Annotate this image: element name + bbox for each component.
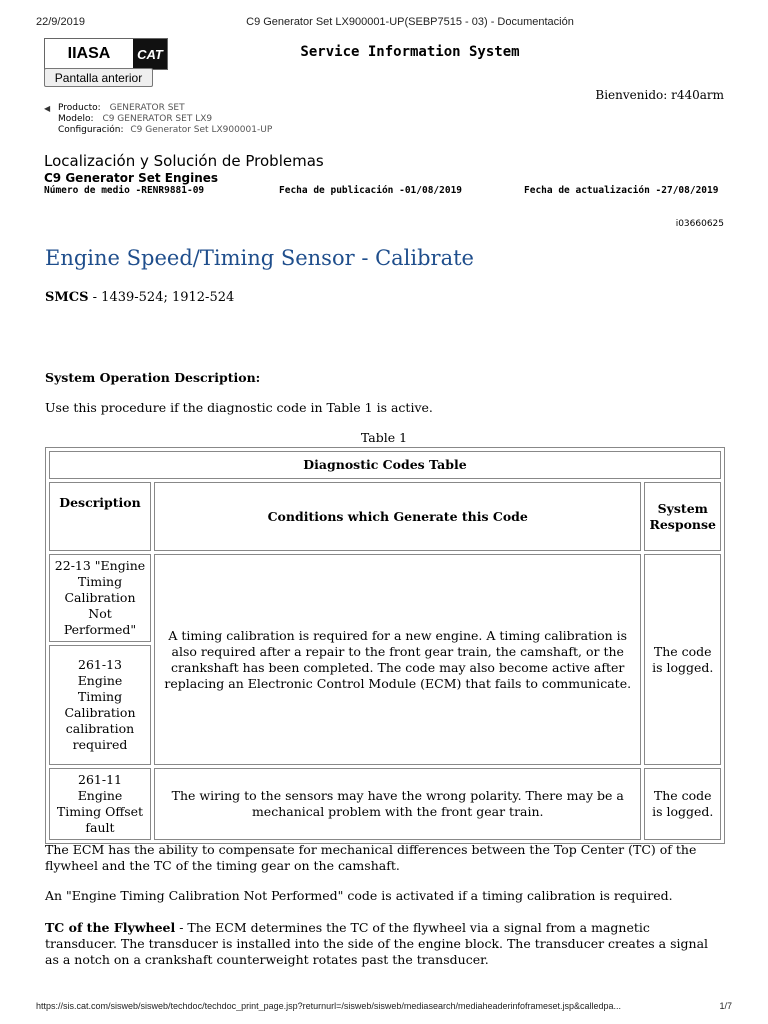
config-label: Configuración:: [58, 125, 124, 135]
smcs-value: - 1439-524; 1912-524: [88, 290, 235, 305]
system-operation-heading: System Operation Description:: [45, 370, 261, 385]
update-date: Fecha de actualización -27/08/2019: [524, 185, 719, 196]
conditions-cell: The wiring to the sensors may have the wrong polarity. There may be a mechanical problem with the front gear train.: [154, 768, 641, 840]
col-header-description: Description: [49, 482, 151, 551]
smcs-line: [45, 290, 234, 305]
col-header-response: System Response: [644, 482, 721, 551]
iiasa-logo-text: IIASA: [67, 45, 111, 62]
media-number: Número de medio -RENR9881-09: [44, 185, 205, 196]
product-row: [58, 103, 185, 114]
conditions-cell: A timing calibration is required for a new engine. A timing calibration is also required after a repair to the front gear train, the camshaft, or the crankshaft has been completed. The code may also become active after replacing an Electronic Control Module (ECM) that fails to communicate.: [154, 554, 641, 765]
product-label: Producto:: [58, 103, 101, 113]
smcs-label: SMCS: [45, 290, 89, 305]
collapse-arrow-icon[interactable]: ◀: [44, 104, 51, 113]
code-cell: 261-11 Engine Timing Offset fault: [49, 768, 151, 840]
print-date: 22/9/2019: [36, 16, 85, 28]
col-header-conditions: Conditions which Generate this Code: [154, 482, 641, 551]
code-cell: 22-13 "Engine Timing Calibration Not Performed": [49, 554, 151, 642]
tc-flywheel-paragraph: [45, 920, 725, 968]
tc-flywheel-label: TC of the Flywheel: [45, 920, 176, 935]
table-row: [49, 768, 721, 840]
app-title: Service Information System: [300, 44, 520, 60]
code-cell: 261-13 Engine Timing Calibration calibration required: [49, 645, 151, 765]
article-title: Engine Speed/Timing Sensor - Calibrate: [45, 246, 474, 270]
code-paragraph: An "Engine Timing Calibration Not Performed" code is activated if a timing calibration is required.: [45, 888, 673, 903]
publication-date: Fecha de publicación -01/08/2019: [279, 185, 463, 196]
document-id: i03660625: [675, 219, 724, 229]
table-title: Diagnostic Codes Table: [49, 451, 721, 479]
ecm-paragraph: The ECM has the ability to compensate for mechanical differences between the Top Center (TC) of the flywheel and the TC of the timing gear on the camshaft.: [45, 842, 697, 873]
product-value: GENERATOR SET: [109, 103, 185, 113]
config-value: C9 Generator Set LX900001-UP: [130, 125, 273, 135]
model-row: [58, 114, 212, 125]
model-label: Modelo:: [58, 114, 94, 124]
welcome-text: Bienvenido: r440arm: [595, 88, 724, 102]
response-cell: The code is logged.: [644, 768, 721, 840]
diagnostic-codes-table: [45, 447, 725, 844]
intro-paragraph: Use this procedure if the diagnostic code in Table 1 is active.: [45, 400, 433, 415]
section-subtitle: C9 Generator Set Engines: [44, 171, 219, 185]
response-cell: The code is logged.: [644, 554, 721, 765]
model-value: C9 GENERATOR SET LX9: [102, 114, 213, 124]
back-button[interactable]: Pantalla anterior: [44, 68, 153, 87]
section-title: Localización y Solución de Problemas: [44, 152, 324, 170]
table-row: [49, 554, 721, 642]
table-caption: Table 1: [360, 430, 408, 445]
cat-logo-text: CAT: [133, 39, 167, 69]
print-footer-url: https://sis.cat.com/sisweb/sisweb/techdoc/techdoc_print_page.jsp?returnurl=/sisweb/sisweb/mediasearch/mediaheaderinfoframeset.jsp&calledpa...: [36, 1001, 622, 1011]
tc-flywheel-text: - The ECM determines the TC of the flywheel via a signal from a magnetic transducer. The transducer is installed into the side of the engine block. The transducer creates a signal as a notch on a crankshaft counterweight rotates past the transducer.: [45, 920, 709, 967]
config-row: [58, 125, 272, 136]
print-doc-title: C9 Generator Set LX900001-UP(SEBP7515 - 03) - Documentación: [246, 16, 574, 28]
print-page-number: 1/7: [719, 1001, 732, 1011]
